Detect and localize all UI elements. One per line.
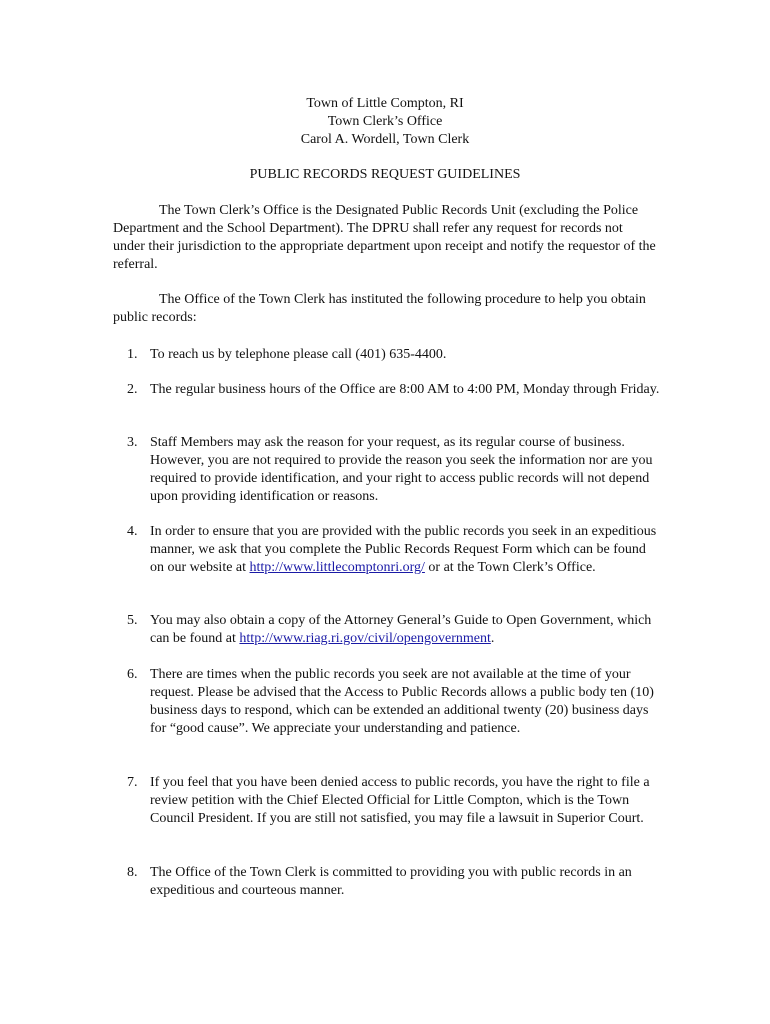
list-item-text: If you feel that you have been denied access to public records, you have the right to file a review petition with the Chief Elected Official for Little Compton, which is the Town Council President. If you are still not satisfied, you may file a lawsuit in Superior Court. — [150, 775, 650, 826]
header-clerk-name: Carol A. Wordell, Town Clerk — [300, 132, 470, 147]
document-title: PUBLIC RECORDS REQUEST GUIDELINES — [249, 167, 521, 182]
list-item-text-after: or at the Town Clerk’s Office. — [424, 560, 596, 575]
list-item-text: The Office of the Town Clerk is committed to providing you with public records in an expeditious and courteous manner. — [150, 865, 632, 898]
list-item-number: 1. — [127, 347, 138, 362]
list-item-text-before: In order to ensure that you are provided with the public records you seek in an expeditious manner, we ask that you complete the Public Records Request Form which can be found on our website at — [150, 524, 657, 575]
list-item-text-after: . — [490, 631, 495, 646]
header-town-name: Town of Little Compton, RI — [306, 96, 464, 111]
intro-paragraph-dpru: The Town Clerk’s Office is the Designated Public Records Unit (excluding the Police Department and the School Department). The DPRU shall refer any request for records not under their jurisdiction to the appropriate department upon receipt and notify the requestor of the referral. — [113, 203, 656, 272]
list-item-text — [150, 523, 660, 577]
list-item-text: To reach us by telephone please call (401) 635-4400. — [150, 347, 447, 362]
list-item-text: The regular business hours of the Office are 8:00 AM to 4:00 PM, Monday through Friday. — [150, 382, 660, 397]
list-item-number: 4. — [127, 524, 138, 539]
list-item-text-before: You may also obtain a copy of the Attorney General’s Guide to Open Government, which can be found at — [150, 613, 652, 646]
list-item-text — [150, 612, 660, 648]
list-item-number: 2. — [127, 382, 138, 397]
list-item-text: Staff Members may ask the reason for your request, as its regular course of business. However, you are not required to provide the reason you seek the information nor are you required to provide identification, and your right to access public records will not depend upon providing identification or reasons. — [150, 435, 653, 504]
town-website-link[interactable]: http://www.littlecomptonri.org/ — [249, 560, 425, 575]
list-item-number: 6. — [127, 667, 138, 682]
list-item-number: 8. — [127, 865, 138, 880]
list-item-number: 3. — [127, 435, 138, 450]
header-office-name: Town Clerk’s Office — [327, 114, 443, 129]
open-government-guide-link[interactable]: http://www.riag.ri.gov/civil/opengovernment — [239, 631, 491, 646]
list-item-text: There are times when the public records you seek are not available at the time of your request. Please be advised that the Access to Public Records allows a public body ten (10) business days to respond, which can be extended an additional twenty (20) business days for “good cause”. We appreciate your understanding and patience. — [150, 667, 654, 736]
list-item-number: 7. — [127, 775, 138, 790]
intro-paragraph-procedure: The Office of the Town Clerk has instituted the following procedure to help you obtain public records: — [113, 292, 646, 325]
list-item-number: 5. — [127, 613, 138, 628]
document-header — [0, 95, 770, 149]
